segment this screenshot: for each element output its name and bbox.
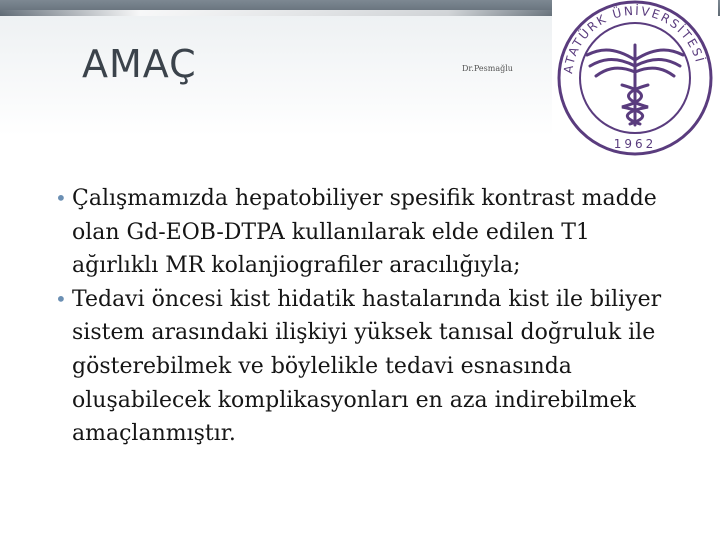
bullet-marker-icon: • bbox=[55, 286, 67, 311]
seal-year: 1962 bbox=[613, 137, 657, 151]
slide-title: AMAÇ bbox=[82, 42, 197, 86]
bullet-item bbox=[52, 283, 672, 451]
university-seal-logo bbox=[552, 0, 718, 160]
bullet-text: Tedavi öncesi kist hidatik hastalarında kist ile biliyer sistem arasındaki ilişkiyi yüksek tanısal doğruluk ile gösterebilmek ve böylelikle tedavi esnasında oluşabilecek komplikasyonları en aza indirebilmek amaçlanmıştır. bbox=[72, 286, 662, 447]
bullet-item bbox=[52, 182, 672, 283]
bullet-text: Çalışmamızda hepatobiliyer spesifik kontrast madde olan Gd-EOB-DTPA kullanılarak elde edilen T1 ağırlıklı MR kolanjiografiler aracılığıyla; bbox=[72, 186, 657, 279]
author-label: Dr.Pesmağlu bbox=[462, 64, 513, 73]
seal-text-top: ATATÜRK ÜNİVERSİTESİ bbox=[561, 3, 708, 75]
bullet-list bbox=[52, 182, 672, 451]
bullet-marker-icon: • bbox=[55, 186, 67, 210]
